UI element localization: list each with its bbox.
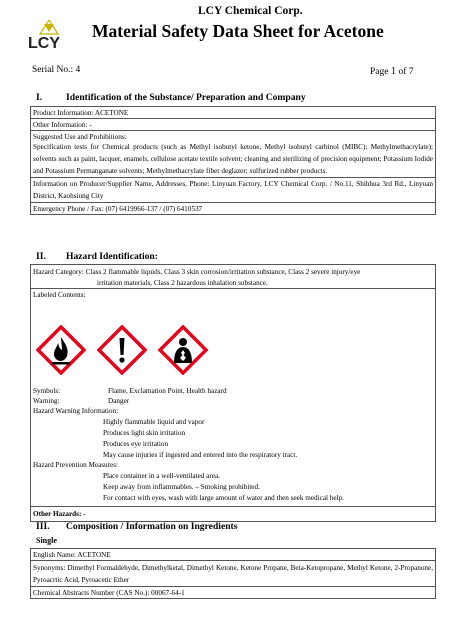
exclamation-icon — [97, 325, 147, 375]
flame-icon — [36, 325, 86, 375]
section-1-table — [30, 106, 436, 215]
cas-number: Chemical Abstracts Number (CAS No.): 00067-64-1 — [31, 587, 436, 599]
section-1-title: Identification of the Substance/ Preparation and Company — [66, 92, 306, 103]
warning-value: Danger — [108, 397, 130, 405]
suggested-use-heading: Suggested Use and Prohibitions: — [33, 133, 127, 141]
section-3-title: Composition / Information on Ingredients — [66, 521, 238, 532]
serial-number: Serial No.: 4 — [32, 65, 81, 75]
hazard-box — [30, 264, 436, 522]
synonyms: Synonyms: Dimethyl Formaldehyde, Dimethylketal, Dimethyl Ketone, Ketone Propane, Beta-Ketopropane, Methyl Ketone, 2-Propanone, Pyroacrtic Acid, Pyroacetic Ether — [31, 561, 436, 587]
divider — [31, 288, 435, 289]
single-label: Single — [36, 536, 57, 545]
labeled-contents: Labeled Contents: — [33, 291, 86, 299]
hazard-warning-item: Produces eye irritation — [103, 440, 169, 448]
section-3-table — [30, 548, 436, 599]
divider — [31, 506, 435, 507]
section-3-number: III. — [36, 521, 50, 532]
hazard-prevention-item: For contact with eyes, wash with large amount of water and then seek medical help. — [103, 494, 344, 502]
page-number: 1 — [390, 66, 397, 77]
hazard-warning-item: Produces light skin irritation — [103, 429, 186, 437]
symbols-label: Symbols: — [33, 387, 61, 395]
company-name: LCY Chemical Corp. — [198, 5, 303, 17]
logo-text: LCY — [28, 35, 60, 50]
section-2-heading — [36, 251, 158, 262]
english-name: English Name: ACETONE — [31, 549, 436, 561]
section-3-heading — [36, 521, 237, 532]
health-hazard-icon — [158, 325, 208, 375]
product-info: Product Information: ACETONE — [31, 107, 436, 119]
page-indicator — [370, 66, 414, 77]
document-title: Material Safety Data Sheet for Acetone — [92, 21, 384, 41]
producer-info: Information on Producer/Supplier Name, Addresses, Phone: Linyuan Factory, LCY Chemical Corp. / No.11, Shihhua 3rd Rd., Linyuan District, Kaohsiung City — [31, 178, 436, 203]
hazard-prevention-item: Keep away from inflammables. – Smoking prohibited. — [103, 483, 260, 491]
hazard-warning-heading: Hazard Warning Information: — [33, 407, 119, 415]
other-info: Other Information: - — [31, 119, 436, 131]
section-2-title: Hazard Identification: — [66, 251, 158, 262]
hazard-prevention-item: Place container in a well-ventilated area. — [103, 472, 220, 480]
suggested-use-text: Specification tests for Chemical products (such as Methyl isobutyl ketone, Methyl isobutyl carbinol (MIBC); Methylmethacrylate); solvents such as paint, lacquer, enamels, cellulose acetate textile solvent; cleaning and sterilizing of precision equipment; Potassium Iodide and Potassium Permanganate solvents; Methylmethacrylate fiber deglazer; sulfurized rubber products. — [33, 143, 433, 175]
section-1-heading — [36, 92, 306, 103]
page-label: Page — [370, 67, 389, 77]
page-total: of 7 — [398, 67, 414, 77]
warning-label: Warning: — [33, 397, 60, 405]
hazard-category-line-2: irritation materials, Class 2 hazardous inhalation substance. — [97, 279, 268, 287]
suggested-use — [31, 131, 436, 178]
symbols-value: Flame, Exclamation Point, Health hazard — [108, 387, 227, 395]
other-hazards: Other Hazards: - — [33, 510, 86, 518]
section-2-number: II. — [36, 251, 46, 262]
section-1-number: I. — [36, 92, 43, 103]
hazard-warning-item: May cause injuries if ingested and entered into the respiratory tract. — [103, 451, 298, 459]
hazard-prevention-heading: Hazard Prevention Measures: — [33, 461, 119, 469]
emergency-phone: Emergency Phone / Fax: (07) 6419966-137 / (07) 6410537 — [31, 203, 436, 215]
hazard-warning-item: Highly flammable liquid and vapor — [103, 418, 205, 426]
hazard-category-line-1: Hazard Category: Class 2 flammable liquids, Class 3 skin corrosion/irritation substance, Class 2 severe injury/eye — [33, 268, 361, 276]
